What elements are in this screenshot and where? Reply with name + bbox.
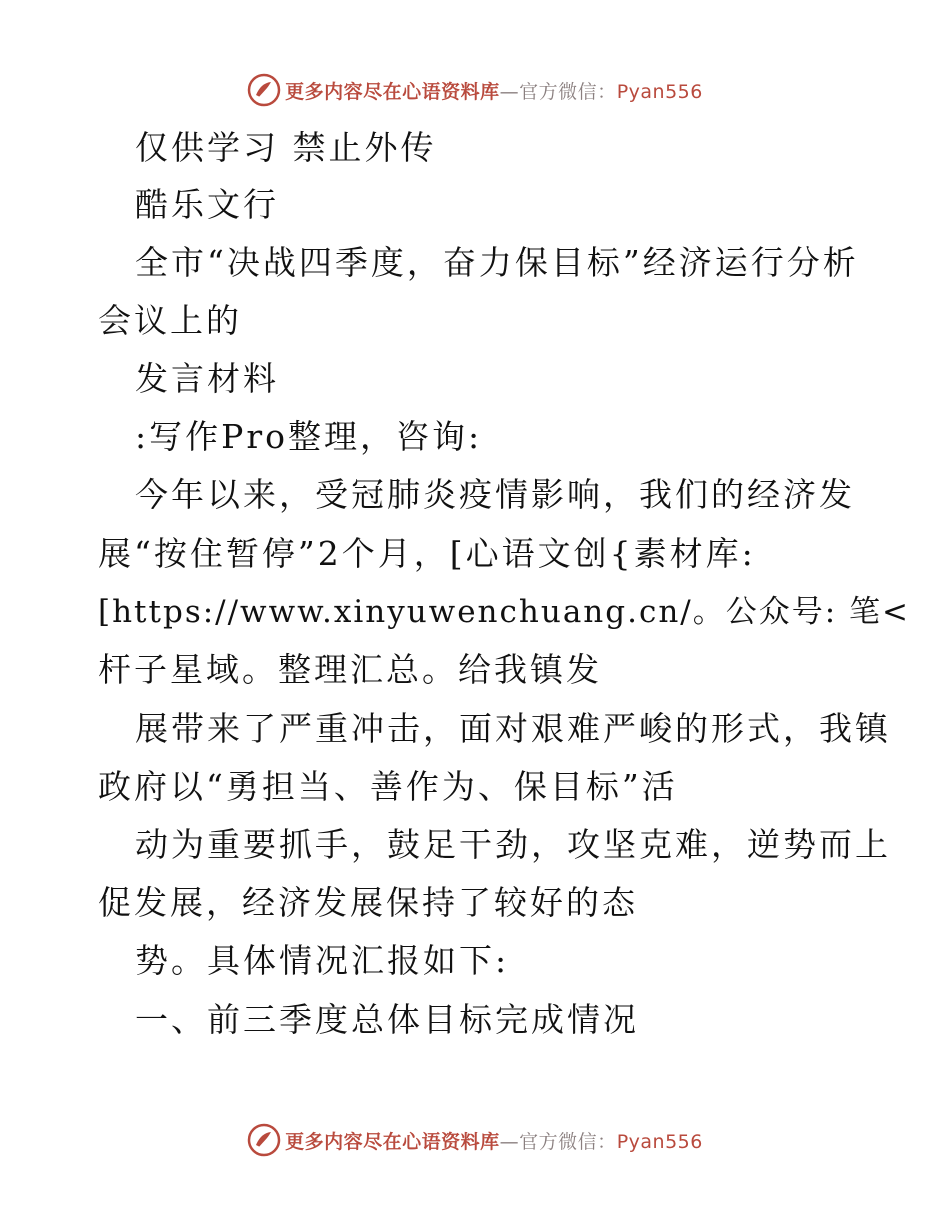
header-watermark bbox=[0, 70, 950, 110]
header-dash: — bbox=[499, 80, 520, 103]
header-watermark-text bbox=[285, 77, 703, 104]
body-line: 今年以来，受冠肺炎疫情影响，我们的经济发 bbox=[135, 475, 855, 514]
header-brand: 更多内容尽在心语资料库 bbox=[285, 80, 500, 103]
footer-wechat-label: 官方微信： bbox=[519, 1130, 617, 1153]
body-line: 会议上的 bbox=[98, 301, 242, 340]
footer-watermark-text bbox=[285, 1127, 703, 1154]
header-wechat-id: Pyan556 bbox=[616, 80, 703, 103]
header-wechat-label: 官方微信： bbox=[519, 80, 617, 103]
body-line: 酷乐文行 bbox=[135, 185, 279, 224]
body-line: 势。具体情况汇报如下: bbox=[135, 941, 510, 980]
body-line: :写作Pro整理，咨询: bbox=[135, 417, 483, 456]
body-line: [https://www.xinyuwenchuang.cn/。公众号: 笔< bbox=[98, 594, 911, 630]
body-line: 展带来了严重冲击，面对艰难严峻的形式，我镇 bbox=[135, 709, 891, 748]
brand-logo-icon bbox=[247, 1123, 281, 1157]
body-line: 全市“决战四季度，奋力保目标”经济运行分析 bbox=[135, 243, 859, 282]
body-line: 促发展，经济发展保持了较好的态 bbox=[98, 883, 638, 922]
body-line: 仅供学习 禁止外传 bbox=[135, 128, 437, 167]
footer-brand: 更多内容尽在心语资料库 bbox=[285, 1130, 500, 1153]
footer-wechat-id: Pyan556 bbox=[616, 1130, 703, 1153]
body-line: 政府以“勇担当、善作为、保目标”活 bbox=[98, 767, 678, 806]
footer-dash: — bbox=[499, 1130, 520, 1153]
brand-logo-icon bbox=[247, 73, 281, 107]
body-line: 动为重要抓手，鼓足干劲，攻坚克难，逆势而上 bbox=[135, 825, 891, 864]
footer-watermark bbox=[0, 1120, 950, 1160]
body-line: 发言材料 bbox=[135, 359, 279, 398]
body-line: 展“按住暂停”2个月，[心语文创{素材库: bbox=[98, 534, 756, 573]
body-line: 杆子星域。整理汇总。给我镇发 bbox=[98, 650, 602, 689]
body-line: 一、前三季度总体目标完成情况 bbox=[135, 1000, 639, 1039]
